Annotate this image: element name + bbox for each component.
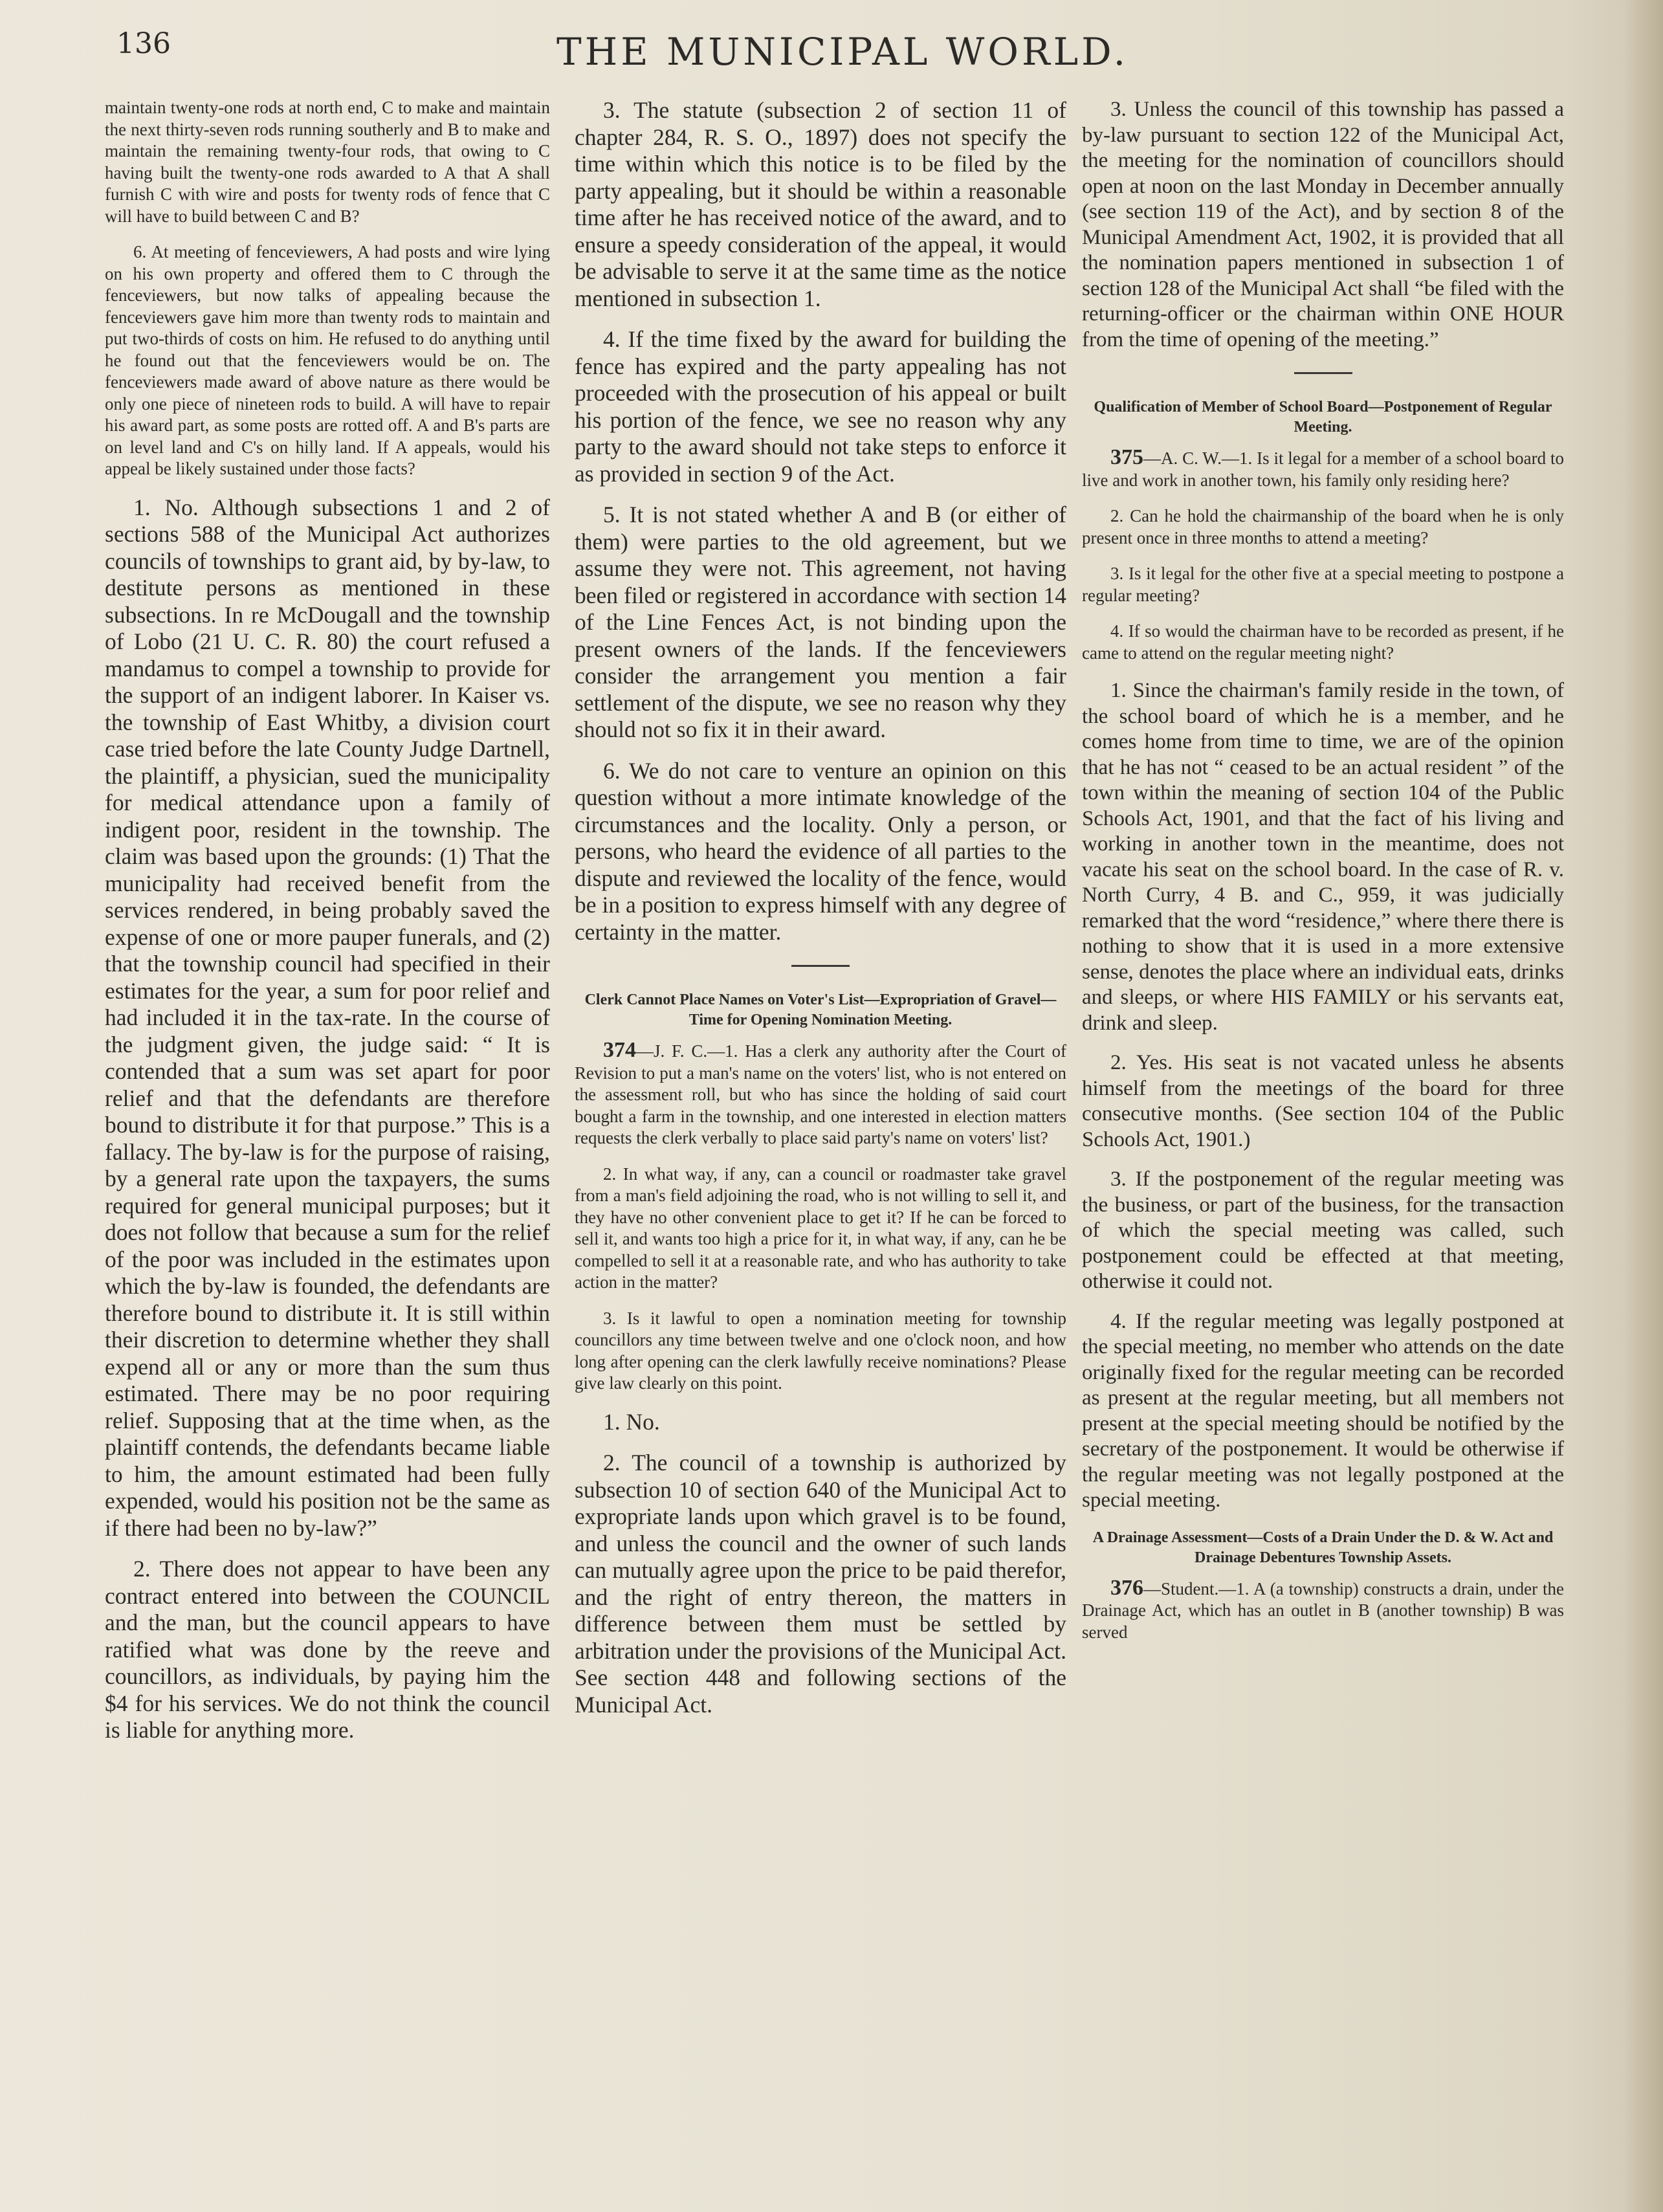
question-376-1-text: —Student.—1. A (a township) constructs a drain, under the Drainage Act, which has an outlet in B (another township) B was served bbox=[1082, 1578, 1564, 1642]
section-heading-375: Qualification of Member of School Board—Postponement of Regular Meeting. bbox=[1094, 399, 1552, 436]
answer-3: 3. The statute (subsection 2 of section 11 of chapter 284, R. S. O., 1897) does not specify the time within which this notice is to be filed by the party appealing, but it should be within a reasonable time after he has received notice of the award, and to ensure a speedy consideration of the appeal, it would be advisable to serve it at the same time as the notice mentioned in subsection 1. bbox=[575, 97, 1066, 311]
question-375-3: 3. Is it legal for the other five at a special meeting to postpone a regular meeting? bbox=[1082, 564, 1564, 605]
question-5-continued: maintain twenty-one rods at north end, C to make and maintain the next thirty-seven rods running southerly and B to make and maintain the remaining twenty-four rods, that owing to C having built the twenty-one rods awarded to A that A shall furnish C with wire and posts for twenty rods of fence that C will have to build between C and B? bbox=[105, 98, 550, 226]
question-number-376: 376 bbox=[1110, 1575, 1143, 1600]
answer-6: 6. We do not care to venture an opinion on this question without a more intimate knowledge of the circumstances and the locality. Only a person, or persons, who heard the evidence of all parties to the dispute and reviewed the locality of the fence, would be in a position to express himself with any degree of certainty in the matter. bbox=[575, 757, 1066, 945]
answer-374-3: 3. Unless the council of this township has passed a by-law pursuant to section 122 of the Municipal Act, the meeting for the nomination of councillors should open at noon on the last Monday in December annually (see section 119 of the Act), and by section 8 of the Municipal Amendment Act, 1902, it is provided that all the nomination papers mentioned in subsection 1 of section 128 of the Municipal Act shall “be filed with the returning-officer or the chairman within ONE HOUR from the time of opening of the meeting.” bbox=[1082, 98, 1564, 351]
answer-374-1: 1. No. bbox=[603, 1408, 660, 1435]
answer-5: 5. It is not stated whether A and B (or either of them) were parties to the old agreement, but we assume they were not. This agreement, not having been filed or registered in accordance with section 14 of the Line Fences Act, is not binding upon the present owners of the lands. If the fenceviewers consider the arrangement you mention a fair settlement of the dispute, we see no reason why they should not so fix it in their award. bbox=[575, 502, 1066, 742]
answer-375-2: 2. Yes. His seat is not vacated unless he absents himself from the meetings of the board for three consecutive months. (See section 104 of the Public Schools Act, 1901.) bbox=[1082, 1051, 1564, 1151]
question-375-2: 2. Can he hold the chairmanship of the board when he is only present once in three months to attend a meeting? bbox=[1082, 506, 1564, 547]
question-374-1-text: —J. F. C.—1. Has a clerk any authority after the Court of Revision to put a man's name on the voters' list, who is not entered on the assessment roll, but who has since the holding of said court bought a farm in the township, and one interested in election matters requests the clerk verbally to place said party's name on voters' list? bbox=[575, 1041, 1066, 1147]
answer-375-1: 1. Since the chairman's family reside in the town, of the school board of which he is a member, and he comes home from time to time, we are of the opinion that he has not “ ceased to be an actual resident ” of the town within the meaning of section 104 of the Public Schools Act, 1901, and that the fact of his living and working in another town in the meantime, does not vacate his seat on the school board. In the case of R. v. North Curry, 4 B. and C., 959, it was judicially remarked that the word “residence,” where there there is nothing to show that it is used in a more extensive sense, denotes the place where an individual eats, drinks and sleeps, or where HIS FAMILY or his servants eat, drink and sleep. bbox=[1082, 679, 1564, 1035]
question-number-375: 375 bbox=[1110, 445, 1143, 469]
answer-4: 4. If the time fixed by the award for building the fence has expired and the party appealing has not proceeded with the prosecution of his appeal or built his portion of the fence, we see no reason why any party to the award should not take steps to enforce it as provided in section 9 of the Act. bbox=[575, 326, 1066, 487]
section-divider bbox=[791, 965, 850, 967]
question-375-1-text: —A. C. W.—1. Is it legal for a member of a school board to live and work in another town, his family only residing here? bbox=[1082, 448, 1564, 490]
section-heading-374: Clerk Cannot Place Names on Voter's List—Expropriation of Gravel—Time for Opening Nomination Meeting. bbox=[584, 991, 1057, 1028]
page-number: 136 bbox=[116, 27, 171, 60]
column-left bbox=[105, 97, 550, 1758]
question-374-3: 3. Is it lawful to open a nomination meeting for township councillors any time between twelve and one o'clock noon, and how long after opening can the clerk lawfully receive nominations? Please give law clearly on this point. bbox=[575, 1308, 1066, 1393]
answer-2: 2. There does not appear to have been any contract entered into between the COUNCIL and the man, but the council appears to have ratified what was done by the reeve and councillors, as individuals, by paying him the $4 for his services. We do not think the council is liable for anything more. bbox=[105, 1556, 550, 1743]
question-number-374: 374 bbox=[603, 1038, 636, 1062]
question-375-4: 4. If so would the chairman have to be recorded as present, if he came to attend on the regular meeting night? bbox=[1082, 621, 1564, 663]
answer-374-2: 2. The council of a township is authorized by subsection 10 of section 640 of the Municipal Act to expropriate lands upon which gravel is to be found, and unless the council and the owner of such lands can mutually agree upon the price to be paid therefor, and the right of entry thereon, the matters in difference between them must be settled by arbitration under the provisions of the Municipal Act. See section 448 and following sections of the Municipal Act. bbox=[575, 1450, 1066, 1718]
question-374-1 bbox=[575, 1039, 1066, 1149]
page-title: THE MUNICIPAL WORLD. bbox=[556, 30, 1129, 74]
question-375-1 bbox=[1082, 447, 1564, 491]
answer-375-3: 3. If the postponement of the regular meeting was the business, or part of the business, for the transaction of which the special meeting was called, such postponement could be effected at that meeting, otherwise it could not. bbox=[1082, 1167, 1564, 1293]
answer-1: 1. No. Although subsections 1 and 2 of sections 588 of the Municipal Act authorizes councils of townships to grant aid, by by-law, to destitute persons as mentioned in these subsections. In re McDougall and the township of Lobo (21 U. C. R. 80) the court refused a mandamus to compel a township to provide for the support of an indigent laborer. In Kaiser vs. the township of East Whitby, a division court case tried before the late County Judge Dartnell, the plaintiff, a physician, sued the municipality for medical attendance upon a family of indigent poor, resident in the township. The claim was based upon the grounds: (1) That the municipality had received benefit from the services rendered, in being probably saved the expense of one or more pauper funerals, and (2) that the township council had specified in their estimates for the year, a sum for poor relief and had included it in the tax-rate. In the course of the judgment given, the judge said: “ It is contended that a sum was set apart for poor relief and that the defendants are therefore bound to distribute it for that purpose.” This is a fallacy. The by-law is for the purpose of raising, by a general rate upon the taxpayers, the sums required for general municipal purposes; but it does not follow that because a sum for the relief of the poor was included in the estimates upon which the by-law is founded, the defendants are therefore bound to distribute it. It is still within their discretion to determine whether they shall expend all or any or more than the sum thus estimated. There may be no poor requiring relief. Supposing that at the time when, as the plaintiff contends, the defendants became liable to him, the amount estimated had been fully expended, would his position not be the same as if there had been no by-law?” bbox=[105, 494, 550, 1541]
question-374-2: 2. In what way, if any, can a council or roadmaster take gravel from a man's field adjoining the road, who is not willing to sell it, and they have no other convenient place to get it? If he can be forced to sell it, and wants too high a price for it, in what way, if any, can he be compelled to sell it at a reasonable rate, and who has authority to take action in the matter? bbox=[575, 1164, 1066, 1292]
section-divider bbox=[1294, 372, 1352, 374]
question-6: 6. At meeting of fenceviewers, A had posts and wire lying on his own property and offered them to C through the fenceviewers, but now talks of appealing because the fenceviewers gave him more than twenty rods to maintain and put two-thirds of costs on him. He refused to do anything until he found out that the fenceviewers would be on. The fenceviewers made award of above nature as there would be only one piece of nineteen rods to build. A will have to repair his award part, as some posts are rotted off. A and B's parts are on level land and C's on hilly land. If A appeals, would his appeal be likely sustained under those facts? bbox=[105, 242, 550, 478]
section-heading-376: A Drainage Assessment—Costs of a Drain Under the D. & W. Act and Drainage Debentures Township Assets. bbox=[1092, 1529, 1554, 1566]
column-middle bbox=[575, 97, 1066, 1732]
page-edge-shadow bbox=[1624, 0, 1663, 2212]
column-right bbox=[1082, 97, 1564, 1657]
answer-375-4: 4. If the regular meeting was legally postponed at the special meeting, no member who attends on the date originally fixed for the regular meeting can be recorded as present at the regular meeting, but all members not present at the special meeting should be notified by the secretary of the postponement. It would be otherwise if the regular meeting was not legally postponed at the special meeting. bbox=[1082, 1309, 1564, 1512]
question-376-1 bbox=[1082, 1577, 1564, 1644]
